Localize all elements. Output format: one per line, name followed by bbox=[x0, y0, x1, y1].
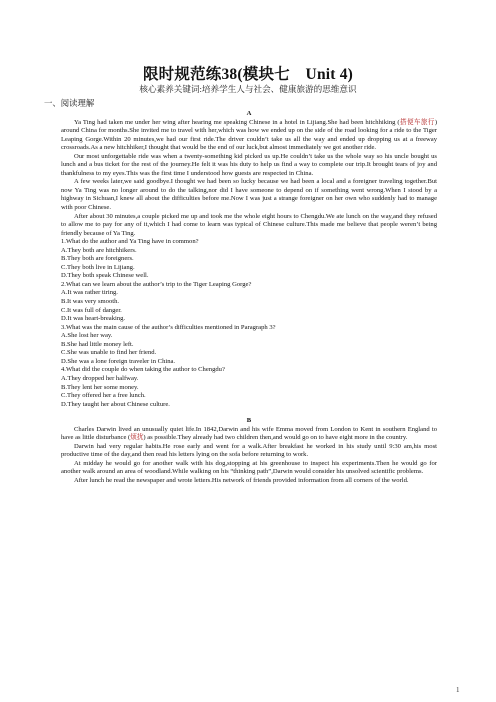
page-number: 1 bbox=[456, 686, 460, 694]
question-2-stem: 2.What can we learn about the author’s trip to the Tiger Leaping Gorge? bbox=[61, 280, 252, 288]
passage-separator bbox=[61, 409, 437, 417]
question-4-option-c: C.They offered her a free lunch. bbox=[61, 392, 146, 400]
question-3 bbox=[61, 324, 437, 367]
question-2-option-c: C.It was full of danger. bbox=[61, 306, 122, 314]
question-1 bbox=[61, 238, 437, 281]
passage-a-paragraph-2: Our most unforgettable ride was when a twenty-something kid picked us up.He couldn’t take us the whole way so his uncle bought us lunch and a bus ticket for the rest of the journey.He felt it was his duty to help us find a way to complete our trip.It brought tears of joy and thankfulness to my eyes.This was the first time I understood how guests are respected in China. bbox=[61, 152, 437, 177]
question-1-option-d: D.They both speak Chinese well. bbox=[61, 272, 149, 280]
question-2-option-b: B.It was very smooth. bbox=[61, 298, 120, 306]
passage-a-paragraph-1 bbox=[61, 119, 437, 153]
page-title: 限时规范练38(模块七 Unit 4) bbox=[142, 66, 354, 83]
page-subtitle: 核心素养关键词:培养学生人与社会、健康旅游的思维意识 bbox=[139, 84, 357, 94]
passage-a-paragraph-4: After about 30 minutes,a couple picked me up and took me the whole eight hours to Chengdu.We ate lunch on the way,and they refused to allow me to pay for any of it,which I had come to learn was typical of Chinese culture.This made me believe that people weren’t being friendly because of Ya Ting. bbox=[61, 212, 437, 237]
question-3-option-c: C.She was unable to find her friend. bbox=[61, 349, 157, 357]
passage-b-p1-gloss: 烦扰 bbox=[130, 434, 144, 442]
passage-a-label: A bbox=[246, 110, 252, 117]
passage-b-paragraph-3: At midday he would go for another walk with his dog,stopping at his greenhouse to inspect his experiments.Then he would go for another walk around an area of woodland.While walking on his “thinking path”,Darwin would consider his unsolved scientific problems. bbox=[61, 459, 437, 476]
question-3-stem: 3.What was the main cause of the author’s difficulties mentioned in Paragraph 3? bbox=[61, 323, 276, 331]
passage-a-p1-gloss: 搭便车旅行 bbox=[399, 118, 435, 126]
passage-b-p1-text-1: Charles Darwin lived an unusually quiet life.In 1842,Darwin and his wife Emma moved from London to Kent in southern England to have as little disturbance ( bbox=[61, 425, 437, 442]
question-3-option-a: A.She lost her way. bbox=[61, 332, 113, 340]
question-2 bbox=[61, 281, 437, 324]
question-4-option-a: A.They dropped her halfway. bbox=[61, 374, 139, 382]
question-1-stem: 1.What do the author and Ya Ting have in common? bbox=[61, 238, 199, 246]
passage-a-paragraph-3: A few weeks later,we said goodbye.I thought we had been so lucky because we had been a local and a foreigner traveling together.But now Ya Ting was no longer around to do the talking,nor did I have someone to depend on if something went wrong.When I stood by a highway in Sichuan,I knew all about the difficulties before me.Now I was just a strange foreigner on her own who suddenly had to manage with poor Chinese. bbox=[61, 178, 437, 212]
document-body bbox=[61, 110, 437, 486]
passage-b-label: B bbox=[246, 417, 252, 425]
question-4-option-d: D.They taught her about Chinese culture. bbox=[61, 400, 170, 408]
question-3-option-d: D.She was a lone foreign traveler in China. bbox=[61, 357, 176, 365]
question-4-option-b: B.They lent her some money. bbox=[61, 383, 139, 391]
passage-a-p1-text-2: ) around China for months.She invited me to travel with her,which was how we ended up on the side of the road looking for a ride to the Tiger Leaping Gorge.Within 20 minutes,we had our first ride.The driver couldn’t take us all the way and ended up dropping us at a freeway crossroads.As a new hitchhiker,I thought that would be the end of our luck,but almost immediately we got another ride. bbox=[61, 118, 438, 152]
passage-b-paragraph-1 bbox=[61, 426, 437, 443]
question-3-option-b: B.She had little money left. bbox=[61, 340, 134, 348]
passage-b-paragraph-2: Darwin had very regular habits.He rose early and went for a walk.After breakfast he worked in his study until 9:30 am,his most productive time of the day,and then read his letters lying on the sofa before returning to work. bbox=[61, 442, 437, 459]
section-heading: 一、阅读理解 bbox=[44, 99, 95, 108]
passage-b-p1-text-2: ) as possible.They already had two children then,and would go on to have eight more in the country. bbox=[143, 434, 408, 442]
question-1-option-c: C.They both live in Lijiang. bbox=[61, 263, 135, 271]
question-1-option-b: B.They both are foreigners. bbox=[61, 255, 134, 263]
passage-b-paragraph-4: After lunch he read the newspaper and wrote letters.His network of friends provided information from all corners of the world. bbox=[74, 476, 409, 484]
question-2-option-d: D.It was heart-breaking. bbox=[61, 315, 126, 323]
question-1-option-a: A.They both are hitchhikers. bbox=[61, 246, 137, 254]
question-2-option-a: A.It was rather tiring. bbox=[61, 289, 118, 297]
question-4-stem: 4.What did the couple do when taking the author to Chengdu? bbox=[61, 366, 225, 374]
passage-a-p1-text-1: Ya Ting had taken me under her wing after hearing me speaking Chinese in a hotel in Lijiang.She had been hitchhiking ( bbox=[74, 118, 400, 126]
question-4 bbox=[61, 366, 437, 409]
